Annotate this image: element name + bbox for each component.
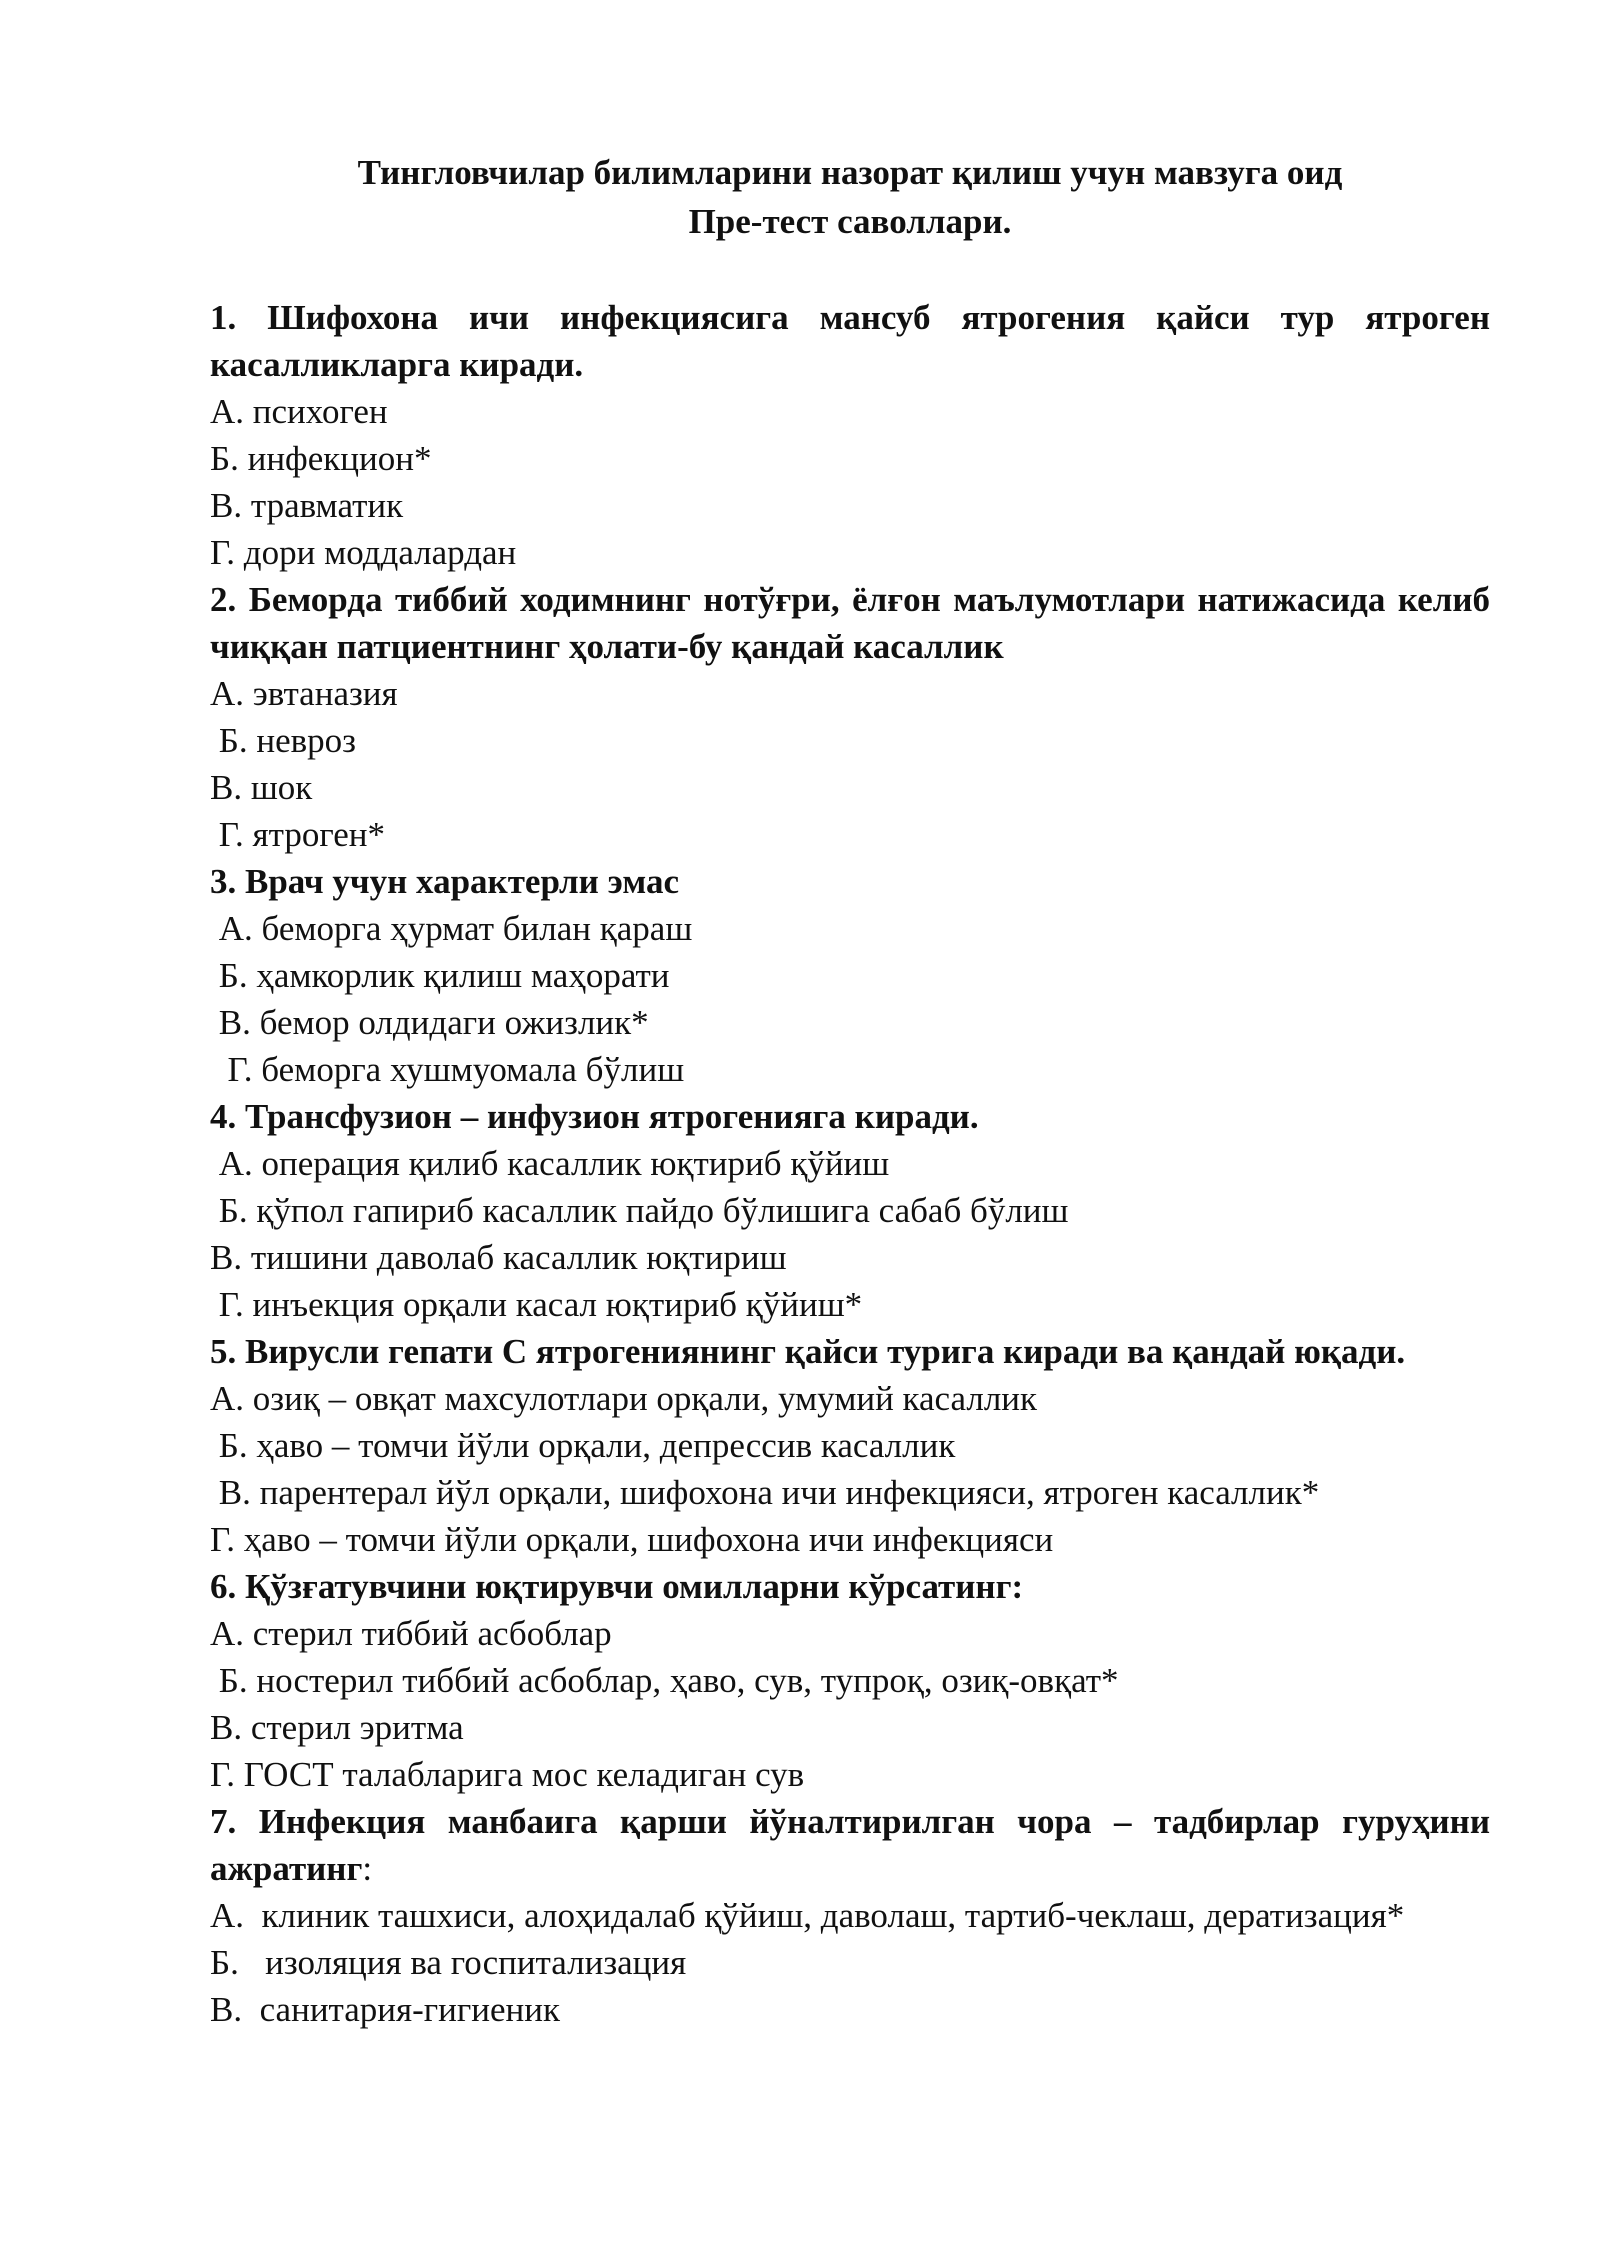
answer-option: Г. инъекция орқали касал юқтириб қўйиш* — [210, 1285, 863, 1324]
page-title-line-2: Пре-тест саволлари. — [688, 202, 1012, 241]
answer-option: А. беморга ҳурмат билан қараш — [210, 909, 693, 948]
answer-option: А. операция қилиб касаллик юқтириб қўйиш — [210, 1144, 890, 1183]
question-block — [210, 1093, 1490, 1328]
question-label: 3. Врач учун характерли эмас — [210, 862, 680, 901]
answer-option: В. парентерал йўл орқали, шифохона ичи инфекцияси, ятроген касаллик* — [210, 1473, 1320, 1512]
answer-option: В. шок — [210, 768, 313, 807]
question-text — [210, 1798, 1490, 1892]
answer-option: Б. ҳаво – томчи йўли орқали, депрессив касаллик — [210, 1426, 956, 1465]
question-block — [210, 1328, 1490, 1563]
page-title-line-1: Тингловчилар билимларини назорат қилиш учун мавзуга оид — [357, 153, 1343, 192]
answer-option: Б. ҳамкорлик қилиш маҳорати — [210, 956, 670, 995]
question-text — [210, 1563, 1490, 1610]
question-label: 7. Инфекция манбаига қарши йўналтирилган чора – тадбирлар гуруҳини ажратинг — [210, 1802, 1490, 1888]
answer-option: Г. ГОСТ талабларига мос келадиган сув — [210, 1755, 805, 1794]
answer-option: Г. дори моддалардан — [210, 533, 517, 572]
question-label: 1. Шифохона ичи инфекциясига мансуб ятрогения қайси тур ятроген касалликларга киради. — [210, 298, 1490, 384]
document-page — [210, 148, 1490, 2033]
answer-option: Г. ҳаво – томчи йўли орқали, шифохона ичи инфекцияси — [210, 1520, 1054, 1559]
answer-option: Б. невроз — [210, 721, 356, 760]
question-block — [210, 576, 1490, 858]
question-list — [210, 294, 1490, 2033]
answer-option: В. травматик — [210, 486, 404, 525]
question-block — [210, 1798, 1490, 2033]
question-label: 2. Беморда тиббий ходимнинг нотўғри, ёлғон маълумотлари натижасида келиб чиққан патциентнинг ҳолати-бу қандай касаллик — [210, 580, 1490, 666]
title-spacer — [210, 246, 1490, 294]
answer-option: Г. ятроген* — [210, 815, 386, 854]
question-text — [210, 294, 1490, 388]
question-punctuation: : — [362, 1849, 373, 1888]
question-label: 5. Вирусли гепати С ятрогениянинг қайси турига киради ва қандай юқади. — [210, 1332, 1406, 1371]
answer-option: Б. инфекцион* — [210, 439, 432, 478]
answer-option: В. бемор олдидаги ожизлик* — [210, 1003, 649, 1042]
answer-option: Б. қўпол гапириб касаллик пайдо бўлишига сабаб бўлиш — [210, 1191, 1069, 1230]
question-label: 6. Қўзғатувчини юқтирувчи омилларни кўрсатинг: — [210, 1567, 1024, 1606]
answer-option: В. тишини даволаб касаллик юқтириш — [210, 1238, 787, 1277]
question-text — [210, 576, 1490, 670]
answer-option: А. эвтаназия — [210, 674, 398, 713]
answer-option: Г. беморга хушмуомала бўлиш — [210, 1050, 685, 1089]
answer-option: Б. ностерил тиббий асбоблар, ҳаво, сув, тупроқ, озиқ-овқат* — [210, 1661, 1119, 1700]
question-text — [210, 858, 1490, 905]
question-text — [210, 1093, 1490, 1140]
question-block — [210, 1563, 1490, 1798]
answer-option: А. психоген — [210, 392, 388, 431]
answer-option: А. клиник ташхиси, алоҳидалаб қўйиш, даволаш, тартиб-чеклаш, дератизация* — [210, 1896, 1405, 1935]
answer-option: В. санитария-гигиеник — [210, 1990, 560, 2029]
question-block — [210, 294, 1490, 576]
answer-option: А. стерил тиббий асбоблар — [210, 1614, 612, 1653]
question-block — [210, 858, 1490, 1093]
answer-option: Б. изоляция ва госпитализация — [210, 1943, 687, 1982]
answer-option: В. стерил эритма — [210, 1708, 464, 1747]
question-label: 4. Трансфузион – инфузион ятрогенияга киради. — [210, 1097, 979, 1136]
answer-option: А. озиқ – овқат махсулотлари орқали, умумий касаллик — [210, 1379, 1038, 1418]
question-text — [210, 1328, 1490, 1375]
